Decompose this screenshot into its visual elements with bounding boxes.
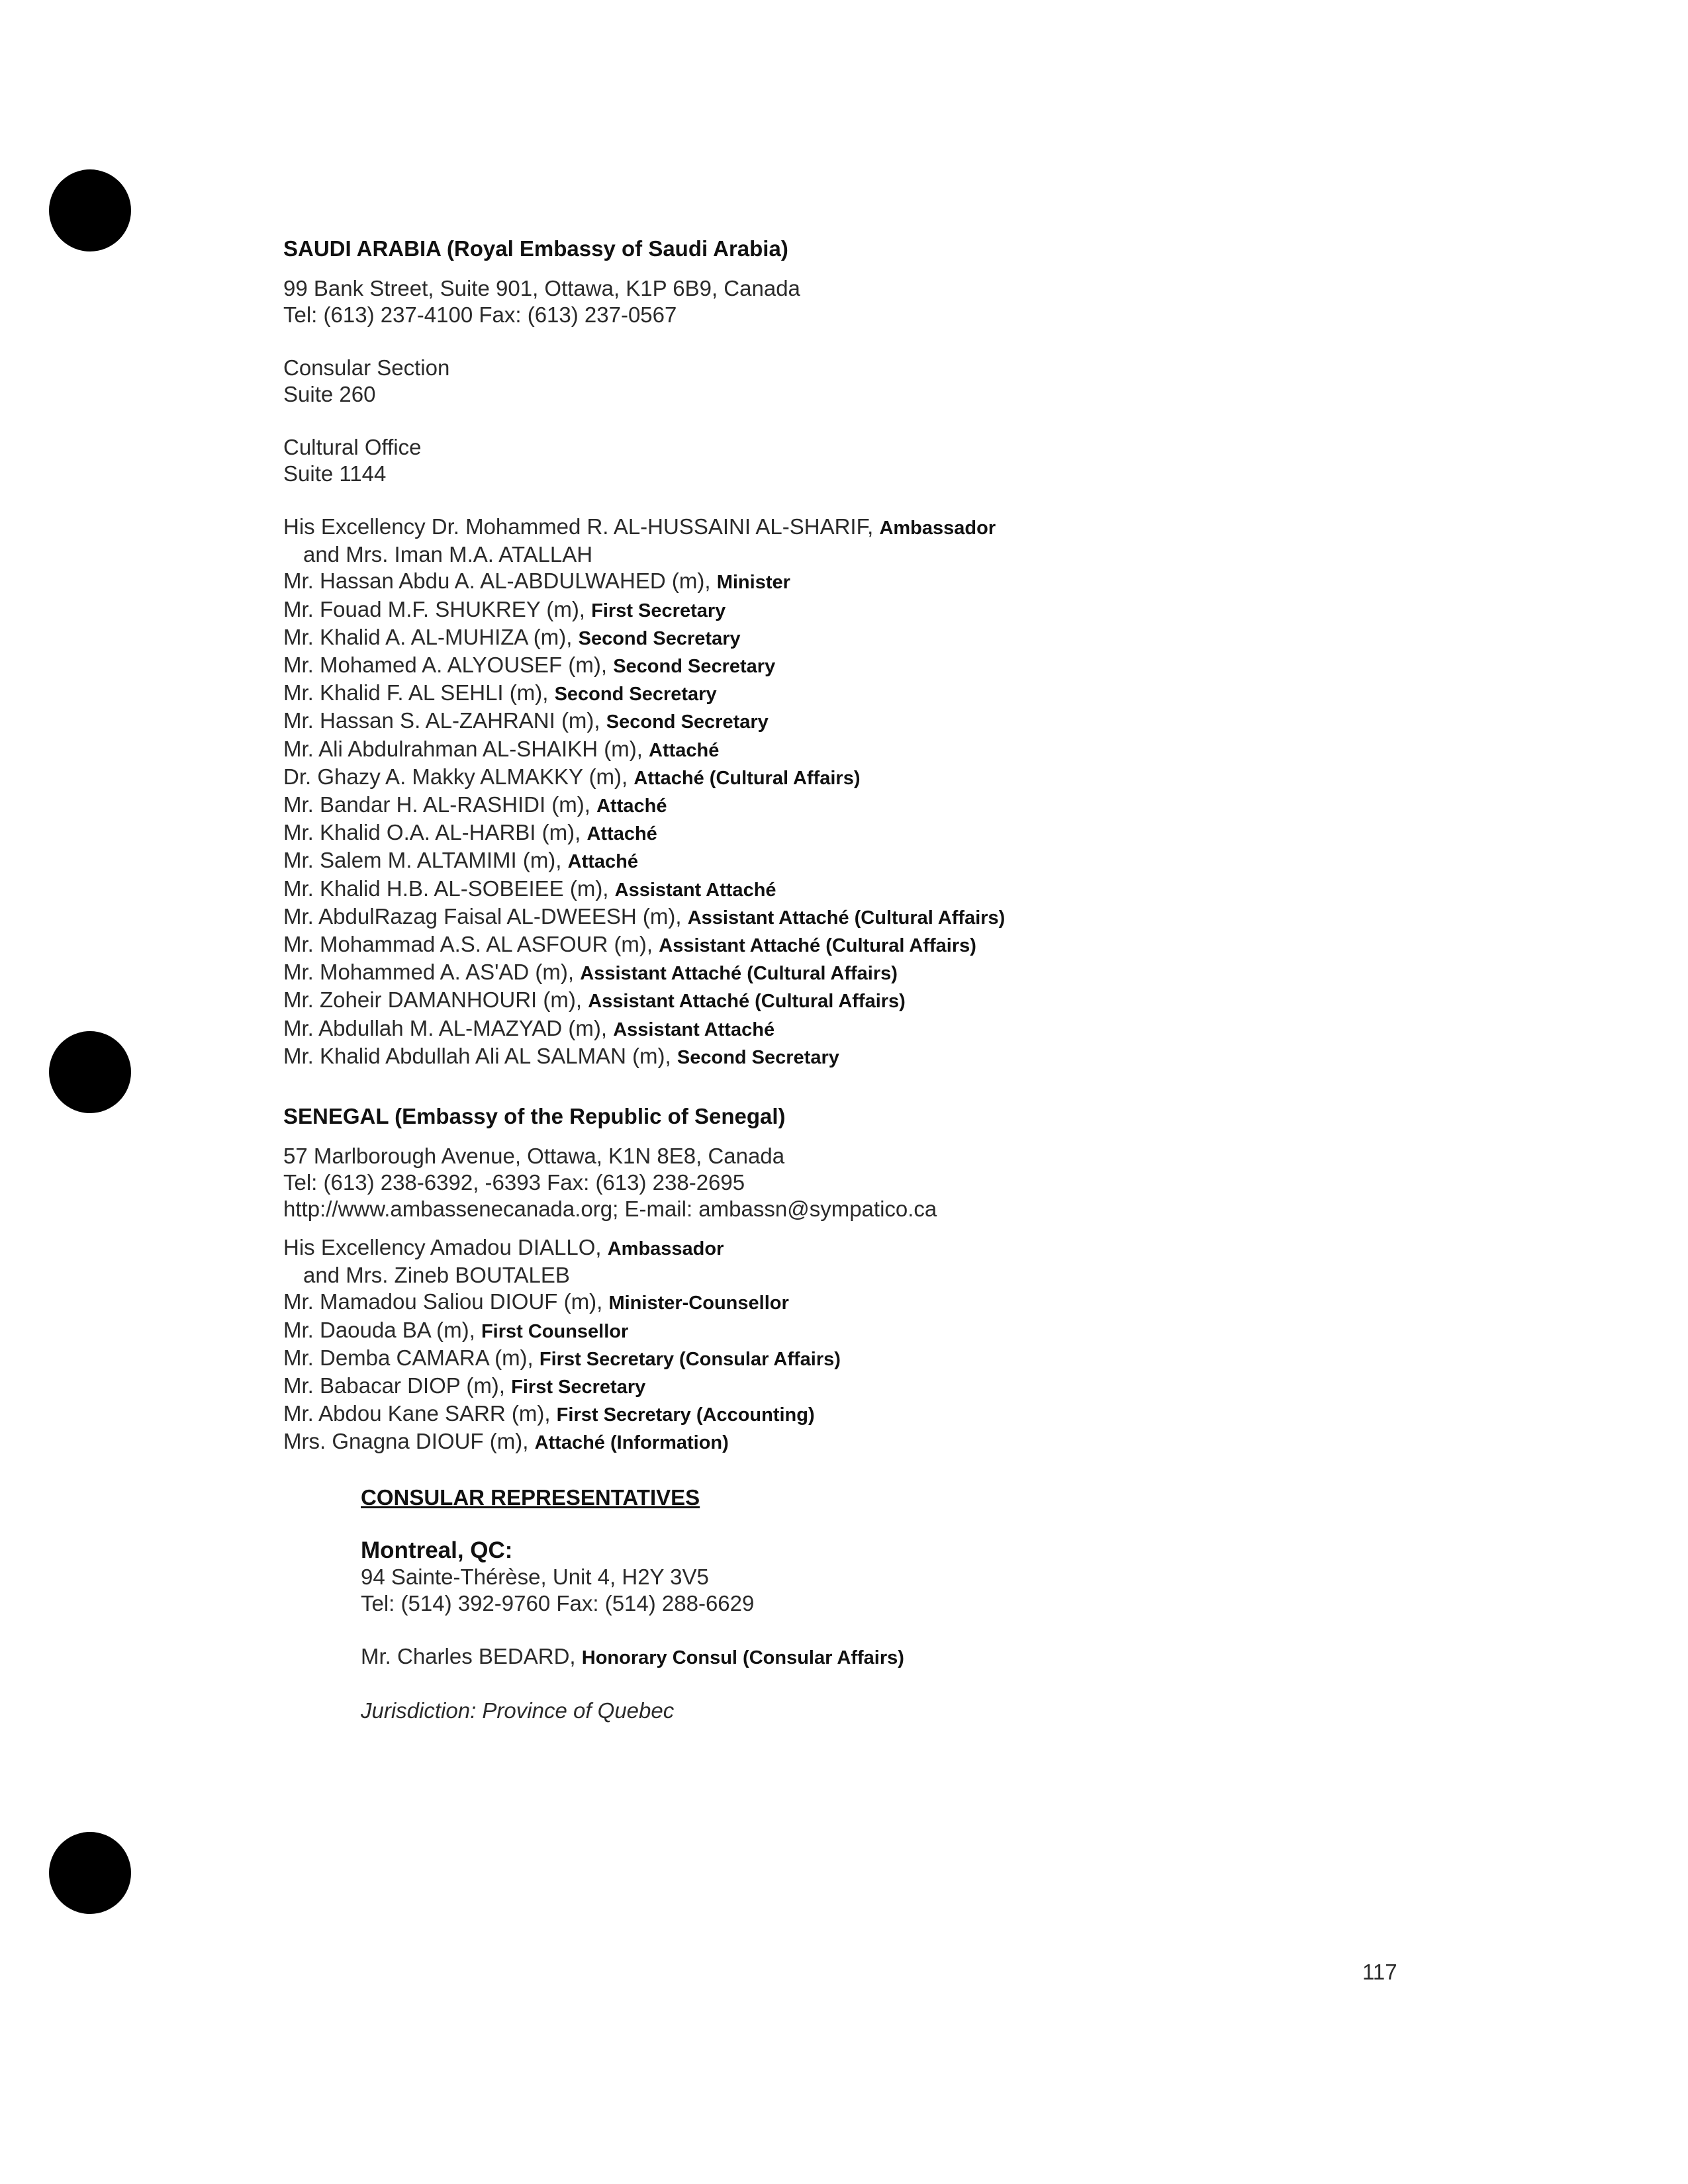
saudi-cultural-office (283, 434, 1574, 487)
staff-title: Second Secretary (677, 1046, 839, 1068)
staff-entry (283, 903, 1574, 931)
address-line: 57 Marlborough Avenue, Ottawa, K1N 8E8, Canada (283, 1144, 785, 1168)
saudi-staff-list (283, 514, 1574, 1071)
staff-name: Mr. Khalid H.B. AL-SOBEIEE (m), (283, 876, 609, 901)
staff-entry (283, 541, 1574, 568)
staff-name: Mr. Abdullah M. AL-MAZYAD (m), (283, 1015, 608, 1040)
staff-title: Second Secretary (606, 711, 769, 733)
staff-entry (283, 847, 1574, 875)
staff-entry (283, 1015, 1574, 1043)
staff-entry (283, 959, 1574, 987)
address-line: 94 Sainte-Thérèse, Unit 4, H2Y 3V5 (361, 1565, 709, 1589)
staff-entry (283, 514, 1574, 541)
office-suite: Suite 1144 (283, 461, 387, 486)
staff-name: Mr. Khalid Abdullah Ali AL SALMAN (m), (283, 1043, 671, 1068)
staff-name: Mr. Mohamed A. ALYOUSEF (m), (283, 653, 608, 678)
page-number: 117 (1362, 1960, 1397, 1984)
senegal-heading: SENEGAL (Embassy of the Republic of Senegal) (283, 1104, 786, 1128)
staff-entry (283, 1345, 1574, 1373)
staff-name: Mr. Daouda BA (m), (283, 1317, 475, 1342)
staff-name: Mr. AbdulRazag Faisal AL-DWEESH (m), (283, 903, 682, 929)
staff-entry (283, 1428, 1574, 1456)
staff-name: Mr. Demba CAMARA (m), (283, 1345, 534, 1370)
staff-name: Mr. Abdou Kane SARR (m), (283, 1401, 551, 1426)
staff-title: Assistant Attaché (Cultural Affairs) (687, 907, 1006, 929)
jurisdiction-note: Jurisdiction: Province of Quebec (361, 1698, 675, 1723)
staff-name: Mr. Khalid O.A. AL-HARBI (m), (283, 820, 581, 845)
staff-title: Assistant Attaché (Cultural Affairs) (659, 935, 976, 957)
staff-title: Minister (716, 572, 790, 594)
phone-line: Tel: (613) 238-6392, -6393 Fax: (613) 238-2695 (283, 1170, 745, 1195)
staff-title: Assistant Attaché (Cultural Affairs) (580, 963, 898, 985)
staff-title: Attaché (596, 796, 667, 817)
staff-entry (283, 1262, 1574, 1289)
consul-entry (361, 1643, 1552, 1671)
staff-title: Ambassador (607, 1238, 724, 1259)
staff-name: His Excellency Dr. Mohammed R. AL-HUSSAINI AL-SHARIF, (283, 514, 874, 539)
staff-name: Mr. Bandar H. AL-RASHIDI (m), (283, 792, 590, 817)
staff-title: First Secretary (Consular Affairs) (539, 1348, 841, 1370)
staff-name: and Mrs. Iman M.A. ATALLAH (303, 542, 593, 567)
staff-name: Mr. Hassan Abdu A. AL-ABDULWAHED (m), (283, 569, 711, 594)
staff-entry (283, 1234, 1574, 1262)
staff-name: Mr. Salem M. ALTAMIMI (m), (283, 848, 562, 873)
staff-entry (283, 819, 1574, 847)
staff-title: Minister-Counsellor (608, 1293, 789, 1314)
staff-name: and Mrs. Zineb BOUTALEB (303, 1263, 570, 1288)
saudi-arabia-section (283, 236, 1574, 1071)
staff-title: Attaché (586, 823, 657, 845)
punch-hole (49, 1031, 131, 1113)
staff-name: Mr. Hassan S. AL-ZAHRANI (m), (283, 708, 600, 733)
staff-entry (283, 1043, 1574, 1071)
staff-title: Attaché (Cultural Affairs) (633, 767, 861, 789)
staff-entry (283, 624, 1574, 652)
staff-title: Attaché (Information) (534, 1432, 729, 1454)
staff-title: Assistant Attaché (613, 1019, 775, 1040)
saudi-consular-section (283, 355, 1574, 408)
staff-entry (283, 876, 1574, 903)
staff-entry (283, 1317, 1574, 1345)
staff-entry (283, 1373, 1574, 1400)
staff-name: Dr. Ghazy A. Makky ALMAKKY (m), (283, 764, 628, 789)
saudi-heading: SAUDI ARABIA (Royal Embassy of Saudi Arabia) (283, 236, 788, 261)
web-email-line: http://www.ambassenecanada.org; E-mail: ambassn@sympatico.ca (283, 1197, 937, 1221)
staff-title: First Secretary (591, 600, 726, 621)
staff-name: Mr. Zoheir DAMANHOURI (m), (283, 987, 583, 1013)
staff-name: Mrs. Gnagna DIOUF (m), (283, 1429, 529, 1454)
staff-title: Assistant Attaché (614, 879, 776, 901)
staff-name: Mr. Khalid A. AL-MUHIZA (m), (283, 624, 573, 649)
staff-entry (283, 707, 1574, 735)
staff-title: First Secretary (511, 1377, 646, 1398)
staff-entry (283, 680, 1574, 707)
senegal-staff-list (283, 1234, 1574, 1457)
staff-entry (283, 764, 1574, 792)
staff-title: First Secretary (Accounting) (556, 1404, 815, 1426)
staff-entry (283, 1289, 1574, 1316)
staff-entry (283, 792, 1574, 819)
phone-line: Tel: (514) 392-9760 Fax: (514) 288-6629 (361, 1591, 755, 1615)
staff-entry (283, 736, 1574, 764)
senegal-address (283, 1143, 1574, 1222)
staff-name: His Excellency Amadou DIALLO, (283, 1235, 602, 1259)
staff-entry (283, 987, 1574, 1015)
staff-name: Mr. Mamadou Saliou DIOUF (m), (283, 1289, 603, 1314)
consular-representatives-title: CONSULAR REPRESENTATIVES (361, 1485, 700, 1510)
staff-title: Second Secretary (554, 684, 717, 705)
staff-title: Attaché (567, 851, 638, 873)
office-suite: Suite 260 (283, 382, 376, 406)
address-line: 99 Bank Street, Suite 901, Ottawa, K1P 6B9, Canada (283, 276, 800, 300)
staff-name: Mr. Fouad M.F. SHUKREY (m), (283, 596, 585, 621)
senegal-section (283, 1103, 1574, 1457)
staff-title: Second Secretary (613, 656, 776, 678)
staff-title: Attaché (649, 739, 720, 761)
staff-title: Honorary Consul (Consular Affairs) (581, 1647, 904, 1668)
staff-name: Mr. Babacar DIOP (m), (283, 1373, 505, 1398)
staff-entry (283, 652, 1574, 680)
staff-entry (283, 568, 1574, 596)
staff-name: Mr. Khalid F. AL SEHLI (m), (283, 680, 549, 705)
staff-title: Assistant Attaché (Cultural Affairs) (588, 991, 906, 1013)
phone-line: Tel: (613) 237-4100 Fax: (613) 237-0567 (283, 302, 677, 327)
consular-representatives-section (361, 1484, 1552, 1724)
office-name: Cultural Office (283, 435, 422, 459)
staff-name: Mr. Ali Abdulrahman AL-SHAIKH (m), (283, 736, 643, 761)
punch-hole (49, 1832, 131, 1914)
saudi-address (283, 275, 1574, 328)
staff-entry (283, 596, 1574, 624)
staff-title: First Counsellor (481, 1320, 629, 1342)
staff-name: Mr. Mohammad A.S. AL ASFOUR (m), (283, 932, 653, 957)
consulate-city: Montreal, QC: (361, 1537, 513, 1563)
staff-name: Mr. Mohammed A. AS'AD (m), (283, 960, 575, 985)
staff-entry (283, 931, 1574, 959)
office-name: Consular Section (283, 355, 450, 380)
staff-entry (283, 1400, 1574, 1428)
staff-name: Mr. Charles BEDARD, (361, 1644, 576, 1668)
staff-title: Second Secretary (578, 627, 741, 649)
punch-hole (49, 169, 131, 251)
staff-title: Ambassador (879, 518, 996, 539)
